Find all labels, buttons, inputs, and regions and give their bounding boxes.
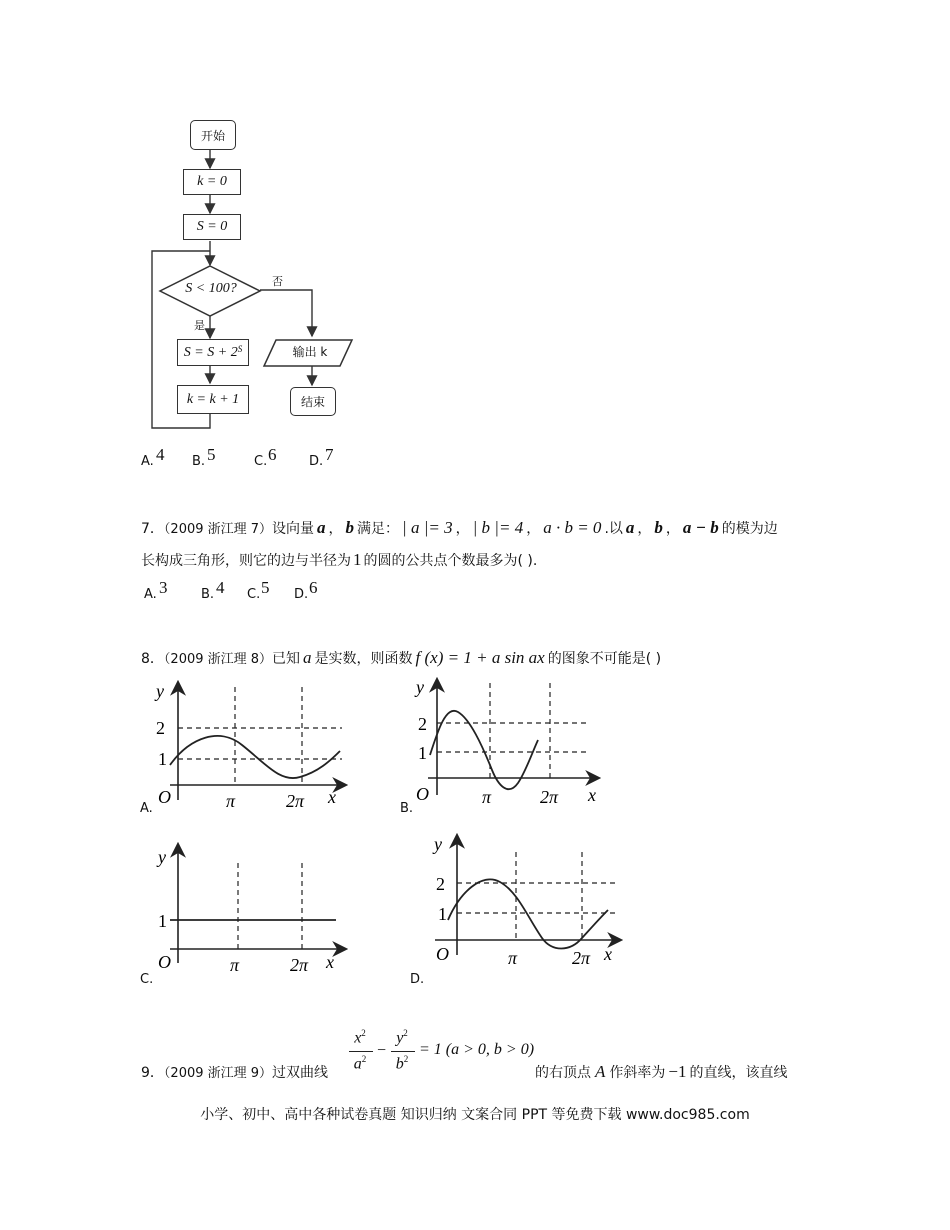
flow-update-k-label: k = k + 1 [186,391,240,407]
graph-d-origin-label: O [436,944,449,964]
q7-vec-a-minus-b: a − b [682,518,719,537]
q9-text-1: 过双曲线 [272,1065,329,1081]
q7-text-4: 的模为边 [721,521,778,537]
graph-a-y-label: y [156,681,164,701]
q8-text-1: 已知 [272,651,301,667]
graph-a-curve [170,736,340,778]
graph-d-curve [448,879,608,948]
flow-update-s [177,339,249,366]
q7-sep-5: ， [665,521,680,537]
q9-formula-a: a [353,1055,362,1073]
graph-b-pi-label: π [482,787,492,807]
q8-var-a: a [303,648,312,667]
q9-point-a: A [595,1062,606,1081]
graph-d-pi-label: π [508,948,518,968]
graph-b-2pi-label: 2π [540,787,559,807]
q8-source: （2009 浙江理 8） [163,652,273,667]
q8-text-2: 是实数，则函数 [314,651,413,667]
q7-option-c-label: C. [247,587,261,602]
q7-dot-product: a · b = 0 [543,518,602,537]
q7-text-2: 满足： [357,521,400,537]
q9-formula-y: y [396,1029,404,1047]
q9-source: （2009 浙江理 9） [163,1066,273,1081]
graph-c-one-label: 1 [158,911,167,931]
q9-line-end [535,1062,787,1082]
page-footer: 小学、初中、高中各种试卷真题 知识归纳 文案合同 PPT 等免费下载 www.doc985.com [200,1107,750,1123]
q9-text-3: 作斜率为 [609,1065,666,1081]
q9-text-4: 的直线，该直线 [689,1065,788,1081]
q7-option-d-value: 6 [309,578,318,597]
q7-abs-a: | a |= 3 [402,518,453,537]
flow-start-label: 开始 [200,128,225,143]
q9-formula-b: b [395,1055,404,1073]
graph-d [420,830,625,970]
graph-b-y-label: y [416,677,424,697]
q7-abs-b: | b |= 4 [472,518,524,537]
q7-vec-a-2: a [625,518,635,537]
graph-c-y-label: y [158,847,166,867]
flow-output-label: 输出 k [292,345,328,359]
graph-d-x-label: x [604,944,612,964]
q9-formula-rest: = 1 (a > 0, b > 0) [419,1041,535,1058]
graph-b-x-label: x [588,785,596,805]
graph-c-option-label: C. [140,972,154,987]
graph-b-origin-label: O [416,784,429,804]
q8-text-3: 的图象不可能是( ) [547,651,662,667]
graph-d-y-label: y [434,834,442,854]
graph-d-two-label: 2 [436,874,445,894]
q7-option-c-value: 5 [261,578,270,597]
graph-b-option-label: B. [400,801,414,816]
q7-radius: 1 [353,550,362,569]
graph-a-x-label: x [328,787,336,807]
graph-d-one-label: 1 [438,904,447,924]
graph-a-option-label: A. [140,801,153,816]
q7-line1 [141,518,778,538]
flow-condition-label: S < 100? [185,281,237,296]
q7-option-d-label: D. [294,587,309,602]
graph-c-origin-label: O [158,952,171,972]
flowchart-lines [140,110,380,440]
q7-vec-a: a [317,518,326,537]
q7-text-6: 的圆的公共点个数最多为( ). [363,553,538,569]
q8-function: f (x) = 1 + a sin ax [415,648,545,667]
flow-init-s-label: S = 0 [196,219,228,234]
q6-option-d-label: D. [309,454,324,469]
graph-d-2pi-label: 2π [572,948,591,968]
graph-c-pi-label: π [230,955,240,973]
q9-number: 9． [141,1065,164,1081]
graph-c [150,835,350,973]
q7-line2 [141,550,537,570]
q6-option-c-label: C. [254,454,268,469]
q7-text-1: 设向量 [272,521,315,537]
q7-option-a-value: 3 [159,578,168,597]
graph-b [410,675,610,810]
q9-formula: $x^2$ $a^2$ − $y^2$ $b^2$ = 1 (a > 0, b > 0) [349,1024,535,1082]
q7-vec-b-2: b [654,518,663,537]
flow-update-s-label: S = S + 2 [183,344,238,360]
q7-text-5: 长构成三角形，则它的边与半径为 [141,553,351,569]
q6-option-b-value: 5 [207,445,216,464]
q9-line-start [141,1062,328,1082]
graph-a-two-label: 2 [156,718,165,738]
q7-sep-4: ， [637,521,652,537]
graph-b-two-label: 2 [418,714,427,734]
q8-number: 8． [141,651,164,667]
flow-update-s-sup: S [237,343,243,354]
graph-c-x-label: x [326,952,334,972]
q7-option-b-label: B. [201,587,215,602]
q7-sep-1: ， [328,521,343,537]
graph-a-pi-label: π [226,791,236,810]
q7-option-b-value: 4 [216,578,225,597]
q6-option-a-label: A. [141,454,154,469]
q6-option-d-value: 7 [325,445,334,464]
flow-update-k [177,385,249,414]
q7-source: （2009 浙江理 7） [163,522,273,537]
q7-text-3: .以 [604,521,623,537]
q6-option-a-value: 4 [156,445,165,464]
q8-line1 [141,648,661,668]
graph-a-one-label: 1 [158,749,167,769]
q7-number: 7． [141,521,164,537]
flow-yes-label: 是 [194,319,205,332]
q6-option-b-label: B. [192,454,206,469]
graph-b-one-label: 1 [418,743,427,763]
q9-text-2: 的右顶点 [535,1065,591,1081]
q7-sep-2: ， [455,521,470,537]
flow-init-k [183,169,241,195]
q7-sep-3: ， [526,521,541,537]
q7-vec-b: b [345,518,355,537]
graph-c-2pi-label: 2π [290,955,309,973]
flow-init-k-label: k = 0 [197,174,227,189]
q9-slope: −1 [668,1062,687,1081]
flow-condition [183,281,239,297]
graph-a-2pi-label: 2π [286,791,305,810]
flow-output [268,343,352,360]
flow-end [290,387,336,416]
graph-d-option-label: D. [410,972,425,987]
graph-a-origin-label: O [158,787,171,807]
flow-no-label: 否 [272,275,283,288]
flow-start [190,120,236,150]
q7-option-a-label: A. [144,587,157,602]
q9-formula-x: x [354,1029,362,1047]
flow-end-label: 结束 [300,395,325,409]
graph-a [150,675,350,810]
flow-init-s [183,214,241,240]
q6-option-c-value: 6 [268,445,277,464]
